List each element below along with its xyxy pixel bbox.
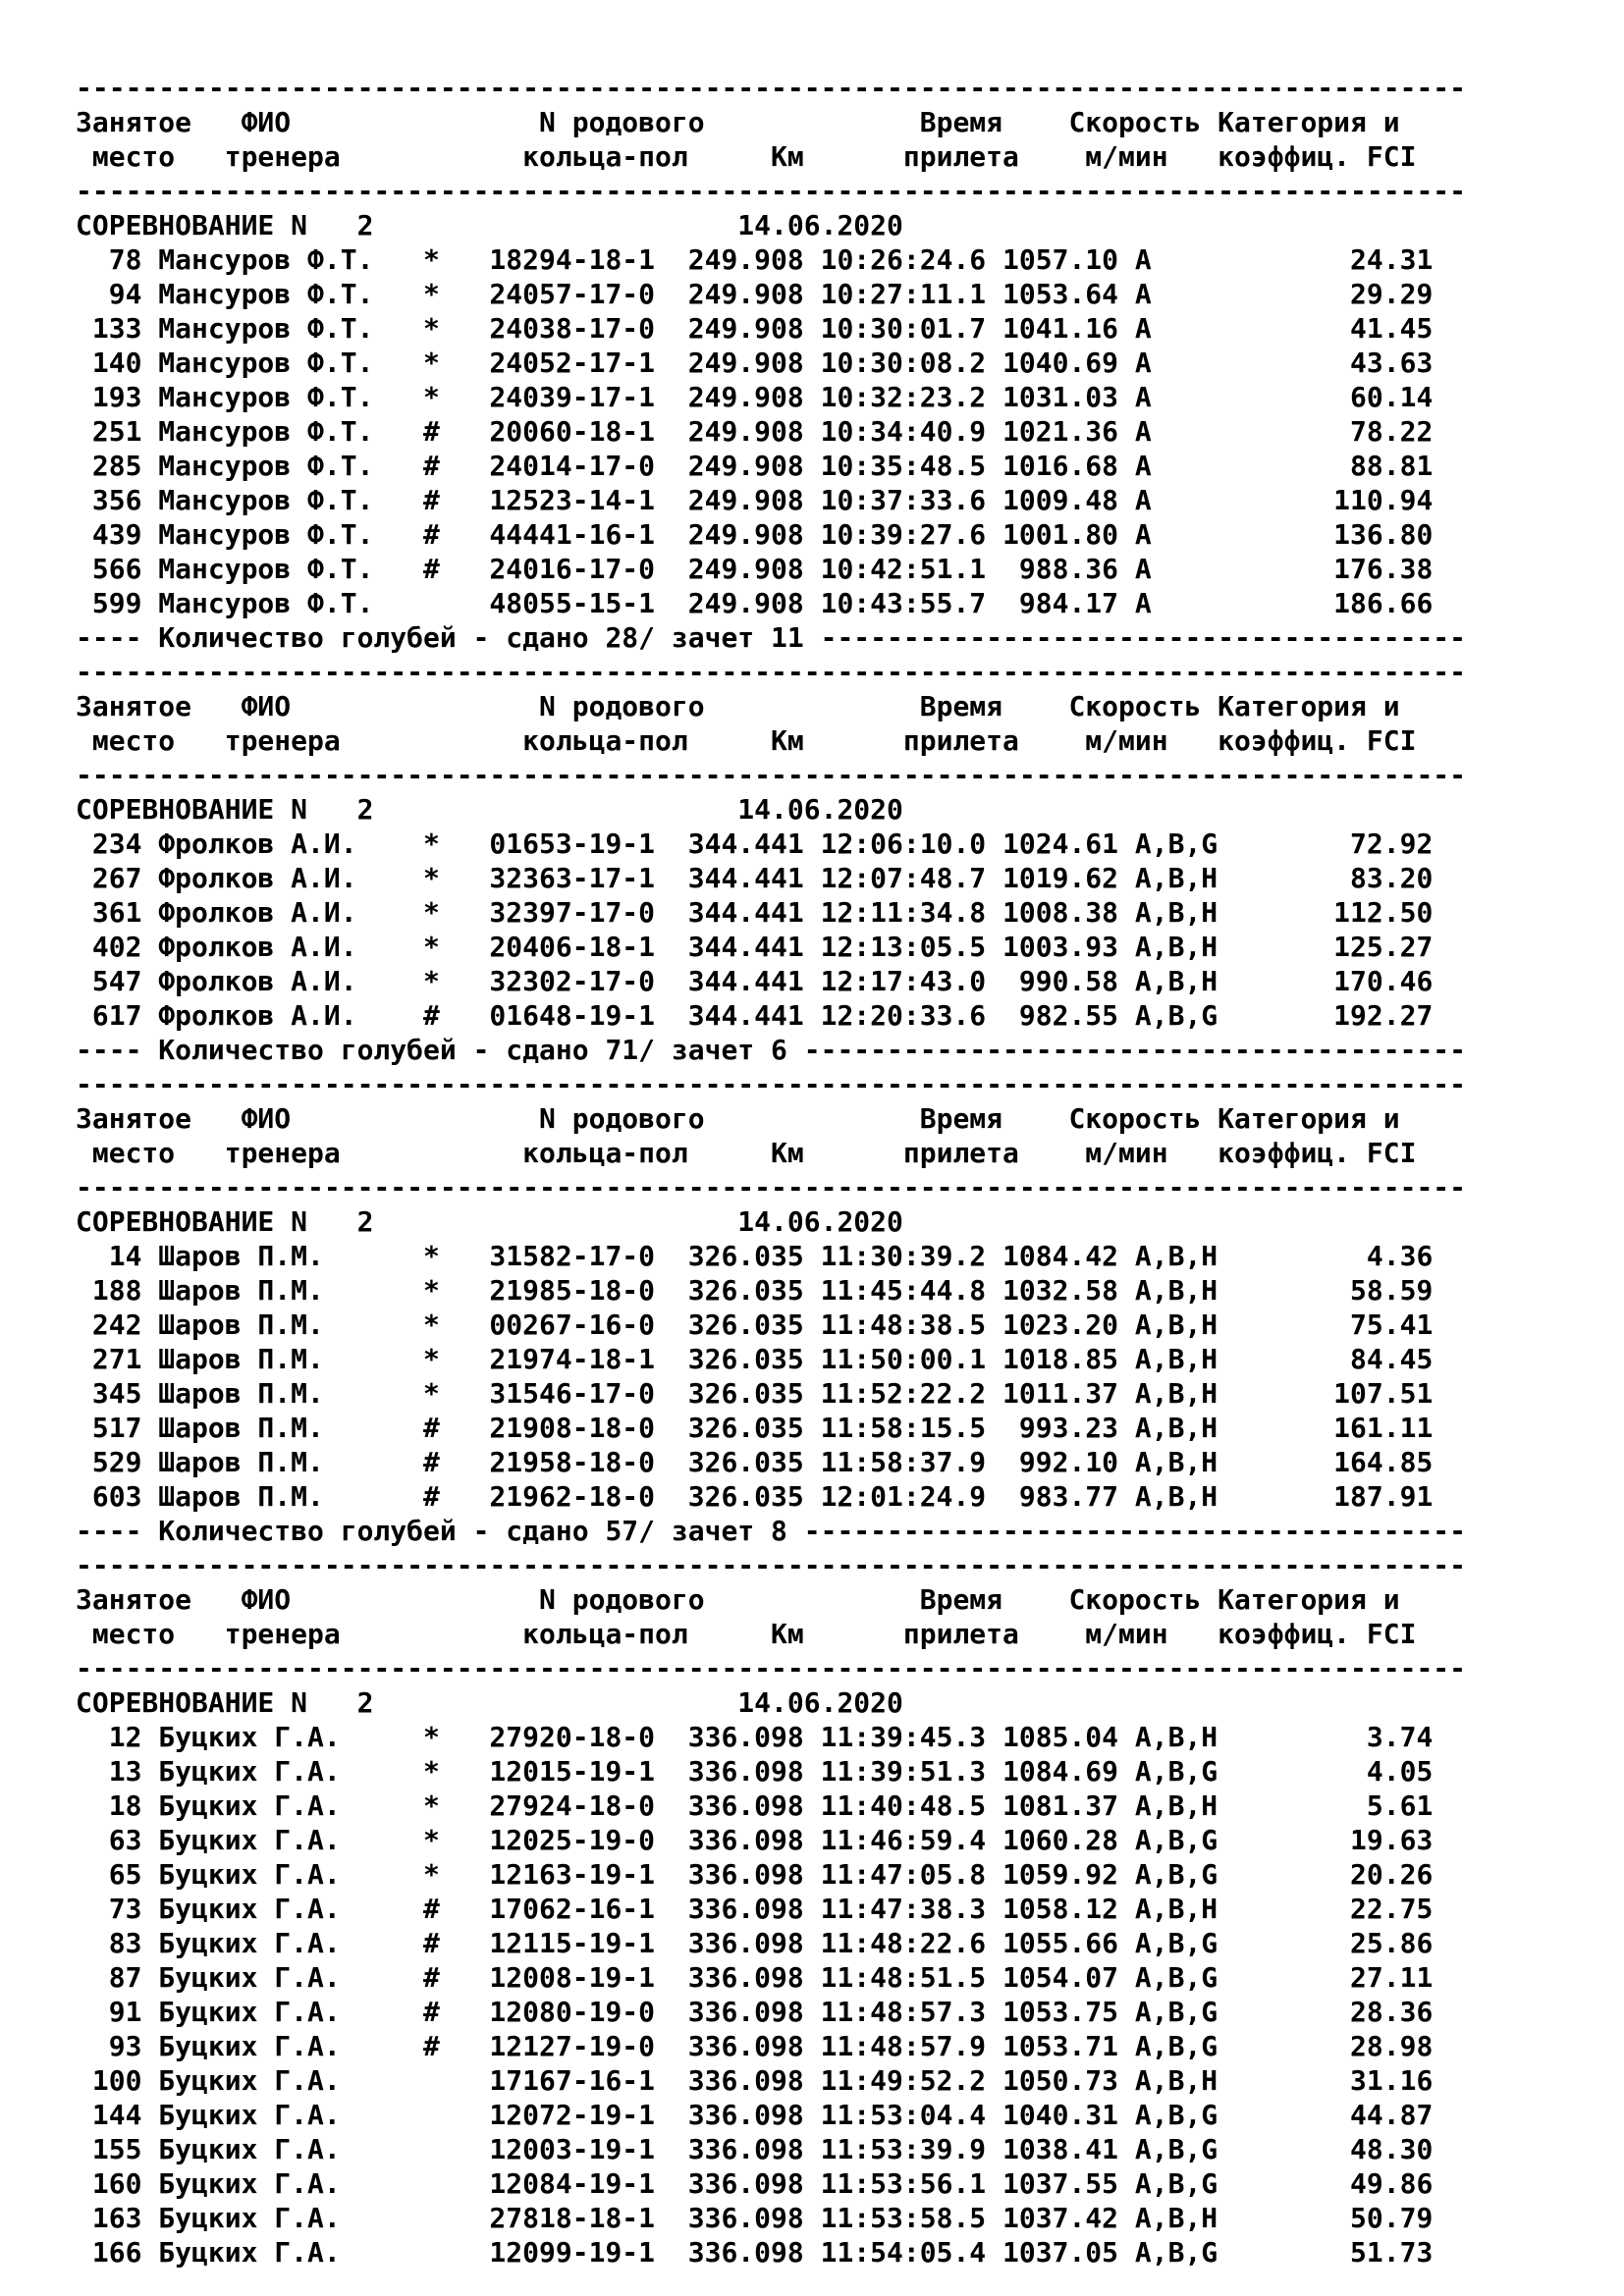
result-row: 402 Фролков А.И. * 20406-18-1 344.441 12:13:05.5 1003.93 A,B,H 125.27: [76, 931, 1434, 963]
result-row: 133 Мансуров Ф.Т. * 24038-17-0 249.908 10:30:01.7 1041.16 A 41.45: [76, 312, 1434, 345]
separator-line: ------------------------------------------------------------------------------------: [76, 759, 1467, 791]
competition-line: СОРЕВНОВАНИЕ N 2 14.06.2020: [76, 1205, 903, 1238]
column-header-row-1: Занятое ФИО N родового Время Скорость Категория и: [76, 690, 1400, 722]
summary-line: ---- Количество голубей - сдано 28/ зачет 11 ---------------------------------------: [76, 621, 1467, 654]
result-row: 547 Фролков А.И. * 32302-17-0 344.441 12:17:43.0 990.58 A,B,H 170.46: [76, 965, 1434, 997]
result-row: 63 Буцких Г.А. * 12025-19-0 336.098 11:46:59.4 1060.28 A,B,G 19.63: [76, 1824, 1434, 1856]
result-row: 13 Буцких Г.А. * 12015-19-1 336.098 11:39:51.3 1084.69 A,B,G 4.05: [76, 1755, 1434, 1788]
summary-line: ---- Количество голубей - сдано 57/ зачет 8 ----------------------------------------: [76, 1515, 1467, 1547]
result-row: 166 Буцких Г.А. 12099-19-1 336.098 11:54:05.4 1037.05 A,B,G 51.73: [76, 2236, 1434, 2269]
separator-line: ------------------------------------------------------------------------------------: [76, 656, 1467, 688]
result-row: 18 Буцких Г.А. * 27924-18-0 336.098 11:40:48.5 1081.37 A,B,H 5.61: [76, 1789, 1434, 1822]
separator-line: ------------------------------------------------------------------------------------: [76, 72, 1467, 104]
result-row: 599 Мансуров Ф.Т. 48055-15-1 249.908 10:43:55.7 984.17 A 186.66: [76, 587, 1434, 619]
column-header-row-2: место тренера кольца-пол Км прилета м/мин коэффиц. FCI: [76, 724, 1417, 757]
separator-line: ------------------------------------------------------------------------------------: [76, 1549, 1467, 1581]
result-row: 144 Буцких Г.А. 12072-19-1 336.098 11:53:04.4 1040.31 A,B,G 44.87: [76, 2099, 1434, 2131]
separator-line: ------------------------------------------------------------------------------------: [76, 1652, 1467, 1684]
column-header-row-2: место тренера кольца-пол Км прилета м/мин коэффиц. FCI: [76, 140, 1417, 173]
result-row: 65 Буцких Г.А. * 12163-19-1 336.098 11:47:05.8 1059.92 A,B,G 20.26: [76, 1858, 1434, 1891]
separator-line: ------------------------------------------------------------------------------------: [76, 1068, 1467, 1100]
result-row: 73 Буцких Г.А. # 17062-16-1 336.098 11:47:38.3 1058.12 A,B,H 22.75: [76, 1893, 1434, 1925]
result-row: 345 Шаров П.М. * 31546-17-0 326.035 11:52:22.2 1011.37 A,B,H 107.51: [76, 1377, 1434, 1410]
separator-line: ------------------------------------------------------------------------------------: [76, 1171, 1467, 1203]
result-row: 160 Буцких Г.А. 12084-19-1 336.098 11:53:56.1 1037.55 A,B,G 49.86: [76, 2167, 1434, 2200]
column-header-row-2: место тренера кольца-пол Км прилета м/мин коэффиц. FCI: [76, 1137, 1417, 1169]
result-row: 87 Буцких Г.А. # 12008-19-1 336.098 11:48:51.5 1054.07 A,B,G 27.11: [76, 1961, 1434, 1994]
result-row: 93 Буцких Г.А. # 12127-19-0 336.098 11:48:57.9 1053.71 A,B,G 28.98: [76, 2030, 1434, 2062]
competition-line: СОРЕВНОВАНИЕ N 2 14.06.2020: [76, 209, 903, 241]
result-row: 94 Мансуров Ф.Т. * 24057-17-0 249.908 10:27:11.1 1053.64 A 29.29: [76, 278, 1434, 310]
result-row: 251 Мансуров Ф.Т. # 20060-18-1 249.908 10:34:40.9 1021.36 A 78.22: [76, 415, 1434, 448]
result-row: 242 Шаров П.М. * 00267-16-0 326.035 11:48:38.5 1023.20 A,B,H 75.41: [76, 1308, 1434, 1341]
competition-line: СОРЕВНОВАНИЕ N 2 14.06.2020: [76, 793, 903, 826]
result-row: 356 Мансуров Ф.Т. # 12523-14-1 249.908 10:37:33.6 1009.48 A 110.94: [76, 484, 1434, 516]
column-header-row-1: Занятое ФИО N родового Время Скорость Категория и: [76, 1102, 1400, 1135]
separator-line: ------------------------------------------------------------------------------------: [76, 175, 1467, 207]
result-row: 361 Фролков А.И. * 32397-17-0 344.441 12:11:34.8 1008.38 A,B,H 112.50: [76, 896, 1434, 929]
result-row: 91 Буцких Г.А. # 12080-19-0 336.098 11:48:57.3 1053.75 A,B,G 28.36: [76, 1996, 1434, 2028]
results-printout: [76, 71, 1466, 2269]
summary-line: ---- Количество голубей - сдано 71/ зачет 6 ----------------------------------------: [76, 1034, 1467, 1066]
result-row: 234 Фролков А.И. * 01653-19-1 344.441 12:06:10.0 1024.61 A,B,G 72.92: [76, 828, 1434, 860]
result-row: 163 Буцких Г.А. 27818-18-1 336.098 11:53:58.5 1037.42 A,B,H 50.79: [76, 2202, 1434, 2234]
result-row: 188 Шаров П.М. * 21985-18-0 326.035 11:45:44.8 1032.58 A,B,H 58.59: [76, 1274, 1434, 1307]
result-row: 14 Шаров П.М. * 31582-17-0 326.035 11:30:39.2 1084.42 A,B,H 4.36: [76, 1240, 1434, 1272]
result-row: 267 Фролков А.И. * 32363-17-1 344.441 12:07:48.7 1019.62 A,B,H 83.20: [76, 862, 1434, 894]
result-row: 617 Фролков А.И. # 01648-19-1 344.441 12:20:33.6 982.55 A,B,G 192.27: [76, 999, 1434, 1032]
result-row: 78 Мансуров Ф.Т. * 18294-18-1 249.908 10:26:24.6 1057.10 A 24.31: [76, 243, 1434, 276]
result-row: 271 Шаров П.М. * 21974-18-1 326.035 11:50:00.1 1018.85 A,B,H 84.45: [76, 1343, 1434, 1375]
result-row: 603 Шаров П.М. # 21962-18-0 326.035 12:01:24.9 983.77 A,B,H 187.91: [76, 1480, 1434, 1513]
result-row: 193 Мансуров Ф.Т. * 24039-17-1 249.908 10:32:23.2 1031.03 A 60.14: [76, 381, 1434, 413]
result-row: 439 Мансуров Ф.Т. # 44441-16-1 249.908 10:39:27.6 1001.80 A 136.80: [76, 518, 1434, 551]
result-row: 529 Шаров П.М. # 21958-18-0 326.035 11:58:37.9 992.10 A,B,H 164.85: [76, 1446, 1434, 1478]
column-header-row-1: Занятое ФИО N родового Время Скорость Категория и: [76, 106, 1400, 138]
column-header-row-1: Занятое ФИО N родового Время Скорость Категория и: [76, 1583, 1400, 1616]
result-row: 517 Шаров П.М. # 21908-18-0 326.035 11:58:15.5 993.23 A,B,H 161.11: [76, 1412, 1434, 1444]
column-header-row-2: место тренера кольца-пол Км прилета м/мин коэффиц. FCI: [76, 1618, 1417, 1650]
result-row: 285 Мансуров Ф.Т. # 24014-17-0 249.908 10:35:48.5 1016.68 A 88.81: [76, 450, 1434, 482]
result-row: 83 Буцких Г.А. # 12115-19-1 336.098 11:48:22.6 1055.66 A,B,G 25.86: [76, 1927, 1434, 1959]
result-row: 140 Мансуров Ф.Т. * 24052-17-1 249.908 10:30:08.2 1040.69 A 43.63: [76, 347, 1434, 379]
result-row: 100 Буцких Г.А. 17167-16-1 336.098 11:49:52.2 1050.73 A,B,H 31.16: [76, 2064, 1434, 2097]
result-row: 155 Буцких Г.А. 12003-19-1 336.098 11:53:39.9 1038.41 A,B,G 48.30: [76, 2133, 1434, 2165]
result-row: 566 Мансуров Ф.Т. # 24016-17-0 249.908 10:42:51.1 988.36 A 176.38: [76, 553, 1434, 585]
result-row: 12 Буцких Г.А. * 27920-18-0 336.098 11:39:45.3 1085.04 A,B,H 3.74: [76, 1721, 1434, 1753]
competition-line: СОРЕВНОВАНИЕ N 2 14.06.2020: [76, 1686, 903, 1719]
